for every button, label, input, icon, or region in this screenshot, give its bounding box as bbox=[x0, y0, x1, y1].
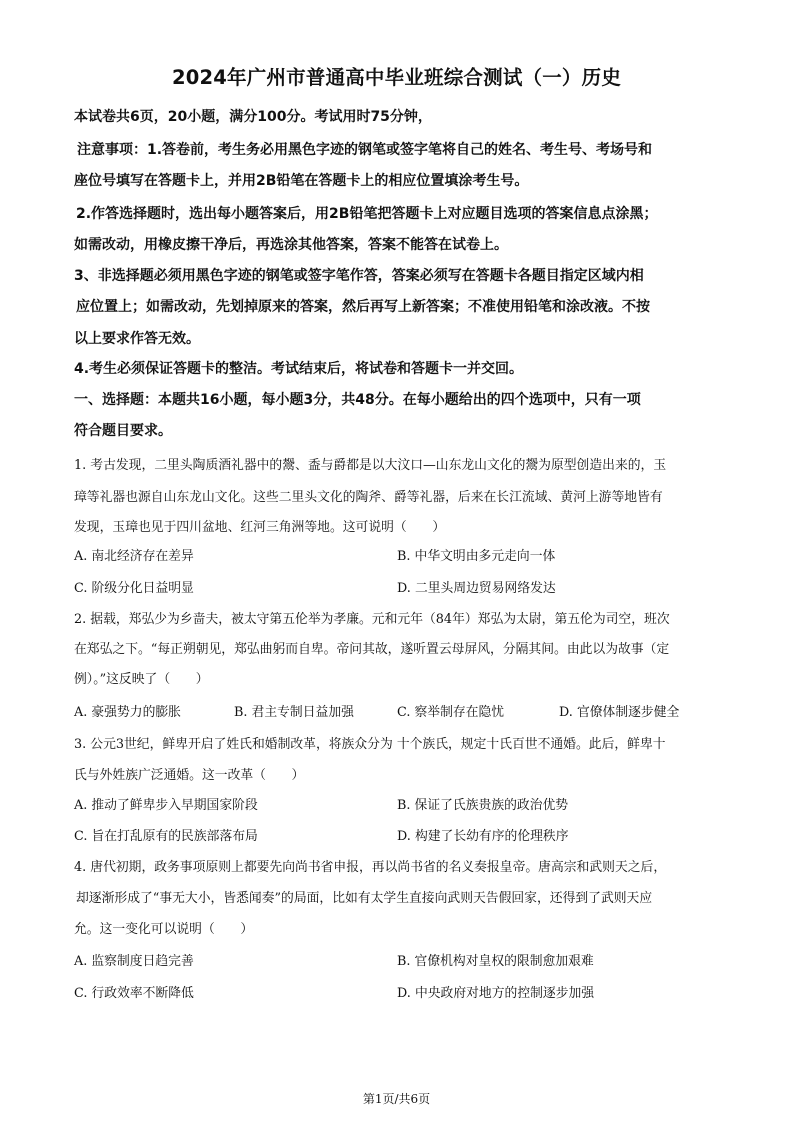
notice-item2-line1: 2.作答选择题时，选出每小题答案后，用2B铅笔把答题卡上对应题目选项的答案信息点涂黑； bbox=[76, 206, 658, 222]
section-heading-line1: 一、选择题：本题共16小题，每小题3分，共48分。在每小题给出的四个选项中，只有一项 bbox=[74, 392, 641, 408]
question-3-option-b: B. 保证了氏族贵族的政治优势 bbox=[397, 798, 569, 813]
question-4-option-a: A. 监察制度日趋完善 bbox=[74, 954, 194, 969]
notice-item3-line3: 以上要求作答无效。 bbox=[74, 331, 200, 347]
question-1-option-c: C. 阶级分化日益明显 bbox=[74, 581, 194, 596]
question-3-option-d: D. 构建了长幼有序的伦理秩序 bbox=[397, 829, 569, 844]
question-4-option-b: B. 官僚机构对皇权的限制愈加艰难 bbox=[397, 954, 594, 969]
question-4-line1: 4. 唐代初期，政务事项原则上都要先向尚书省申报，再以尚书省的名义奏报皇帝。唐高宗和武则天之后， bbox=[74, 860, 667, 875]
question-3-option-a: A. 推动了鲜卑步入早期国家阶段 bbox=[74, 798, 258, 813]
question-2-line3: 例）。”这反映了（ ） bbox=[74, 672, 209, 687]
question-2-option-a: A. 豪强势力的膨胀 bbox=[74, 705, 181, 720]
question-3-option-c: C. 旨在打乱原有的民族部落布局 bbox=[74, 829, 258, 844]
question-2-option-d: D. 官僚体制逐步健全 bbox=[559, 705, 680, 720]
page-footer: 第1页/共6页 bbox=[362, 1092, 431, 1106]
notice-item1-line1: 注意事项：1.答卷前，考生务必用黑色字迹的钢笔或签字笔将自己的姓名、考生号、考场号和 bbox=[77, 142, 653, 158]
question-1-line2: 璋等礼器也源自山东龙山文化。这些二里头文化的陶斧、爵等礼器，后来在长江流域、黄河上游等地皆有 bbox=[74, 490, 663, 505]
question-4-line2: 却逐渐形成了“事无大小，皆悉闻奏”的局面，比如有太学生直接向武则天告假回家，还得到了武则天应 bbox=[76, 891, 653, 906]
question-1-line3: 发现，玉璋也见于四川盆地、红河三角洲等地。这可说明（ ） bbox=[74, 520, 446, 535]
section-heading-line2: 符合题目要求。 bbox=[74, 423, 172, 439]
notice-item2-line2: 如需改动，用橡皮擦干净后，再选涂其他答案，答案不能答在试卷上。 bbox=[74, 237, 508, 253]
question-4-option-d: D. 中央政府对地方的控制逐步加强 bbox=[397, 986, 595, 1001]
notice-item3-line1: 3、非选择题必须用黑色字迹的钢笔或签字笔作答，答案必须写在答题卡各题目指定区域内相 bbox=[74, 268, 644, 284]
notice-item3-line2: 应位置上；如需改动，先划掉原来的答案，然后再写上新答案；不准使用铅笔和涂改液。不按 bbox=[76, 299, 650, 315]
question-1-option-d: D. 二里头周边贸易网络发达 bbox=[397, 581, 556, 596]
question-2-option-c: C. 察举制存在隐忧 bbox=[397, 705, 505, 720]
question-3-line1: 3. 公元3世纪，鲜卑开启了姓氏和婚制改革，将族众分为 十个族氏，规定十氏百世不通婚。此后，鲜卑十 bbox=[74, 737, 666, 752]
question-4-option-c: C. 行政效率不断降低 bbox=[74, 986, 194, 1001]
notice-item1-line2: 座位号填写在答题卡上，并用2B铅笔在答题卡上的相应位置填涂考生号。 bbox=[74, 173, 529, 189]
question-3-line2: 氏与外姓族广泛通婚。这一改革（ ） bbox=[74, 768, 305, 783]
question-4-line3: 允。这一变化可以说明（ ） bbox=[74, 922, 254, 937]
question-1-line1: 1. 考古发现，二里头陶质酒礼器中的鬶、盉与爵都是以大汶口—山东龙山文化的鬶为原型创造出来的，玉 bbox=[74, 458, 667, 473]
page-title: 2024年广州市普通高中毕业班综合测试（一）历史 bbox=[171, 66, 622, 89]
question-2-line2: 在郑弘之下。“每正朔朝见，郑弘曲躬而自卑。帝问其故，遂听置云母屏风，分隔其间。由此以为故事（定 bbox=[74, 642, 670, 657]
question-1-option-a: A. 南北经济存在差异 bbox=[74, 549, 194, 564]
question-1-option-b: B. 中华文明由多元走向一体 bbox=[397, 549, 556, 564]
notice-intro: 本试卷共6页，20小题，满分100分。考试用时75分钟， bbox=[74, 109, 432, 125]
question-2-option-b: B. 君主专制日益加强 bbox=[234, 705, 354, 720]
notice-item4: 4.考生必须保证答题卡的整洁。考试结束后，将试卷和答题卡一并交回。 bbox=[74, 361, 524, 377]
question-2-line1: 2. 据载，郑弘少为乡啬夫，被太守第五伦举为孝廉。元和元年（84年）郑弘为太尉，第五伦为司空，班次 bbox=[74, 612, 670, 627]
